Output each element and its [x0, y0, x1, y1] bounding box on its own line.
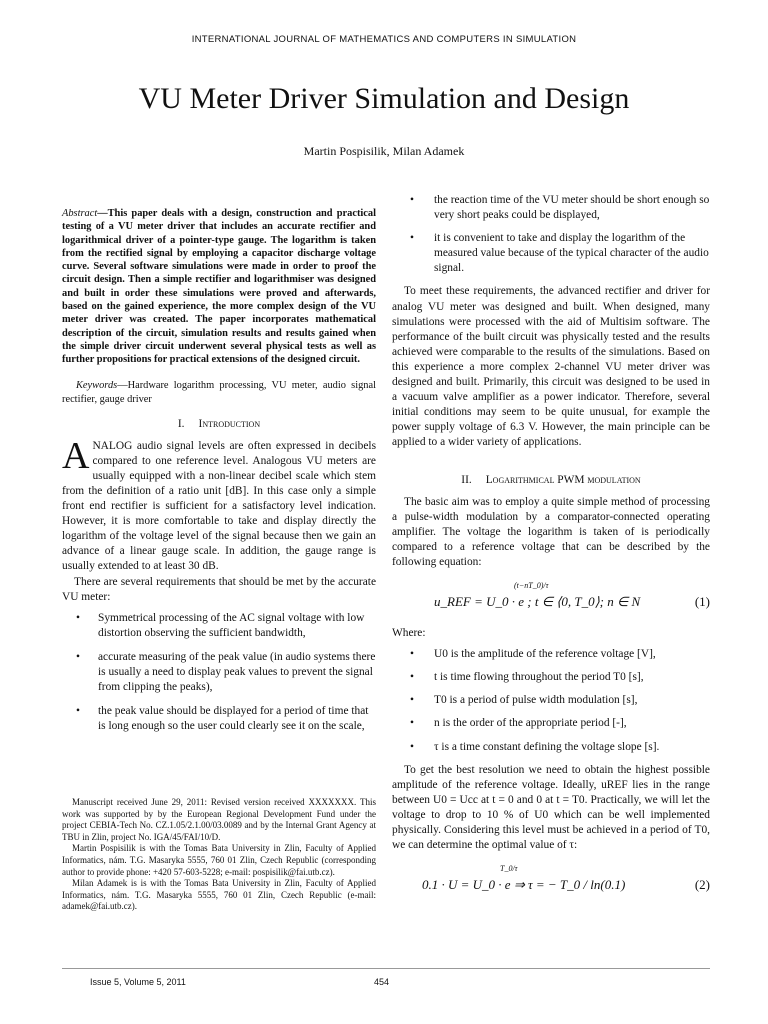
right-column [392, 193, 710, 909]
list-item: • the reaction time of the VU meter should be short enough so very short peaks could be displayed, [410, 194, 710, 222]
list-item: • the peak value should be displayed for a period of time that is long enough so the user could clearly see it on the scale, [76, 705, 369, 733]
keywords [62, 379, 376, 407]
footnotes [62, 797, 376, 913]
equation-1 [392, 576, 710, 626]
equation-2 [392, 859, 710, 909]
keywords-text: —Hardware logarithm processing, VU meter, audio signal rectifier, gauge driver [62, 379, 376, 405]
footer-issue: Issue 5, Volume 5, 2011 [90, 977, 186, 987]
paragraph-pwm: The basic aim was to employ a quite simple method of processing a pulse-width modulation by a comparator-connected operating amplifier. The voltage the logarithm is taken of is periodically compared to a reference voltage that can be described by the following equation: [392, 495, 710, 568]
authors: Martin Pospisilik, Milan Adamek [303, 144, 465, 158]
page-number: 454 [374, 977, 390, 987]
list-item: • U0 is the amplitude of the reference voltage [V], [410, 648, 656, 661]
footer-divider [62, 968, 710, 969]
list-item: • T0 is a period of pulse width modulation [s], [410, 694, 638, 707]
list-item: • t is time flowing throughout the period T0 [s], [410, 671, 644, 684]
list-item: • τ is a time constant defining the voltage slope [s]. [410, 740, 660, 753]
drop-cap: A [62, 434, 90, 477]
section-heading-introduction: I. Introduction [177, 417, 261, 430]
paper-title: VU Meter Driver Simulation and Design [138, 82, 630, 115]
keywords-label: Keywords [76, 379, 118, 391]
list-item: • accurate measuring of the peak value (in audio systems there is usually a need to display peak values to prevent the signal from clipping the peaks), [76, 650, 376, 694]
equation-1-exponent: (t−nT_0)/τ [514, 581, 549, 591]
intro-paragraph: ANALOG audio signal levels are often expressed in decibels compared to one reference level. Analogous VU meters are usually equipped with a non-linear decibel scale which stem from the definition of a ratio unit [dB]. In this case only a simple front end rectifier is sufficient for a satisfactory level indication. However, it is more comfortable to take and display directly the logarithm of the voltage level of the signal because then we gain an advance of a linear gauge scale. In addition, the gauge range is usually extended to at least 30 dB. [62, 434, 376, 573]
paragraph-design: To meet these requirements, the advanced rectifier and driver for analog VU meter was designed and built. When designed, many simulations were processed with the aid of Multisim software. The performance of the built circuit was physically tested and the results achieved were comparable to the results of the simulations. Based on this experience a more complex 2-channel VU meter driver was designed and built. Primarily, this circuit was designed to be used in a vacuum valve amplifier as a power indicator. Therefore, several initial conditions may seem to be quite unusual, for example the power supply voltage of 6.3 V. However, the main principle can be applied to a wider variety of applications. [392, 285, 710, 449]
section-heading-pwm: II. Logarithmical PWM modulation [461, 473, 641, 486]
abstract [62, 207, 376, 367]
requirements-intro: There are several requirements that should be met by the accurate VU meter: [62, 575, 376, 603]
paragraph-resolution: To get the best resolution we need to obtain the highest possible amplitude of the reference voltage. Ideally, uREF lies in the range between U0 = Ucc at t = 0 and 0 at t = T0. Practically, we will let the voltage to drop to 10 % of U0 which can be well implemented physically. Considering this level must be achieved in a period of T0, we can determine the optimal value of τ: [392, 763, 710, 852]
abstract-label: Abstract [62, 208, 98, 219]
equation-2-exponent: T_0/τ [500, 864, 518, 874]
footnote-manuscript: Manuscript received June 29, 2011: Revised version received XXXXXXX. This work was supported by by the European Regional Development Fund under the project CEBIA-Tech No. CZ.1.05/2.1.00/03.0089 and by the Internal Grant Agency at TBU in Zlin, project No. IGA/45/FAI/10/D. [62, 797, 376, 842]
requirements-list [62, 611, 376, 735]
footnote-author1: Martin Pospisilik is with the Tomas Bata University in Zlin, Faculty of Applied Informatics, nám. T.G. Masaryka 5555, 760 01 Zlin, Czech Republic (corresponding author to provide phone: +420 57-603-5228; e-mail: pospisilik@fai.utb.cz). [62, 843, 376, 877]
abstract-text: —This paper deals with a design, construction and practical testing of a VU meter driver that includes an accurate rectifier and logarithmical driver of a pointer-type gauge. The logarithm is taken from the rectified signal by employing a capacitor discharge voltage curve. Several software simulations were made in order to proof the circuit design. Then a simple rectifier and logarithmiser was designed and built in order these simulations were proved and afterwards, based on the gained experience, the more complex design of the VU meter driver was created. The paper incorporates mathematical description of the circuit, simulation results and results gained when the simple driver circuit underwent several physical tests as well as further propositions for practical extensions of the designed circuit. [62, 208, 376, 366]
left-column [62, 207, 376, 743]
list-item: • it is convenient to take and display the logarithm of the measured value because of the typical character of the audio signal. [410, 232, 709, 275]
equation-2-number: (2) [694, 877, 710, 893]
equation-1-number: (1) [694, 594, 710, 610]
definitions-list [392, 647, 710, 754]
where-label: Where: [392, 627, 426, 640]
list-item: • Symmetrical processing of the AC signal voltage with low distortion observing the sufficient bandwidth, [76, 611, 365, 639]
footnote-author2: Milan Adamek is is with the Tomas Bata University in Zlin, Faculty of Applied Informatics, nám. T.G. Masaryka 5555, 760 01 Zlin, Czech Republic (e-mail: adamek@fai.utb.cz). [62, 878, 376, 912]
equation-2-body: 0.1 · U = U_0 · e ⇒ τ = − T_0 / ln(0.1) [422, 877, 626, 893]
equation-1-body: u_REF = U_0 · e ; t ∈ ⟨0, T_0⟩; n ∈ N [434, 594, 641, 610]
list-item: • n is the order of the appropriate period [-], [410, 717, 627, 730]
journal-header: INTERNATIONAL JOURNAL OF MATHEMATICS AND COMPUTERS IN SIMULATION [191, 34, 577, 45]
requirements-list-continued [392, 193, 710, 276]
